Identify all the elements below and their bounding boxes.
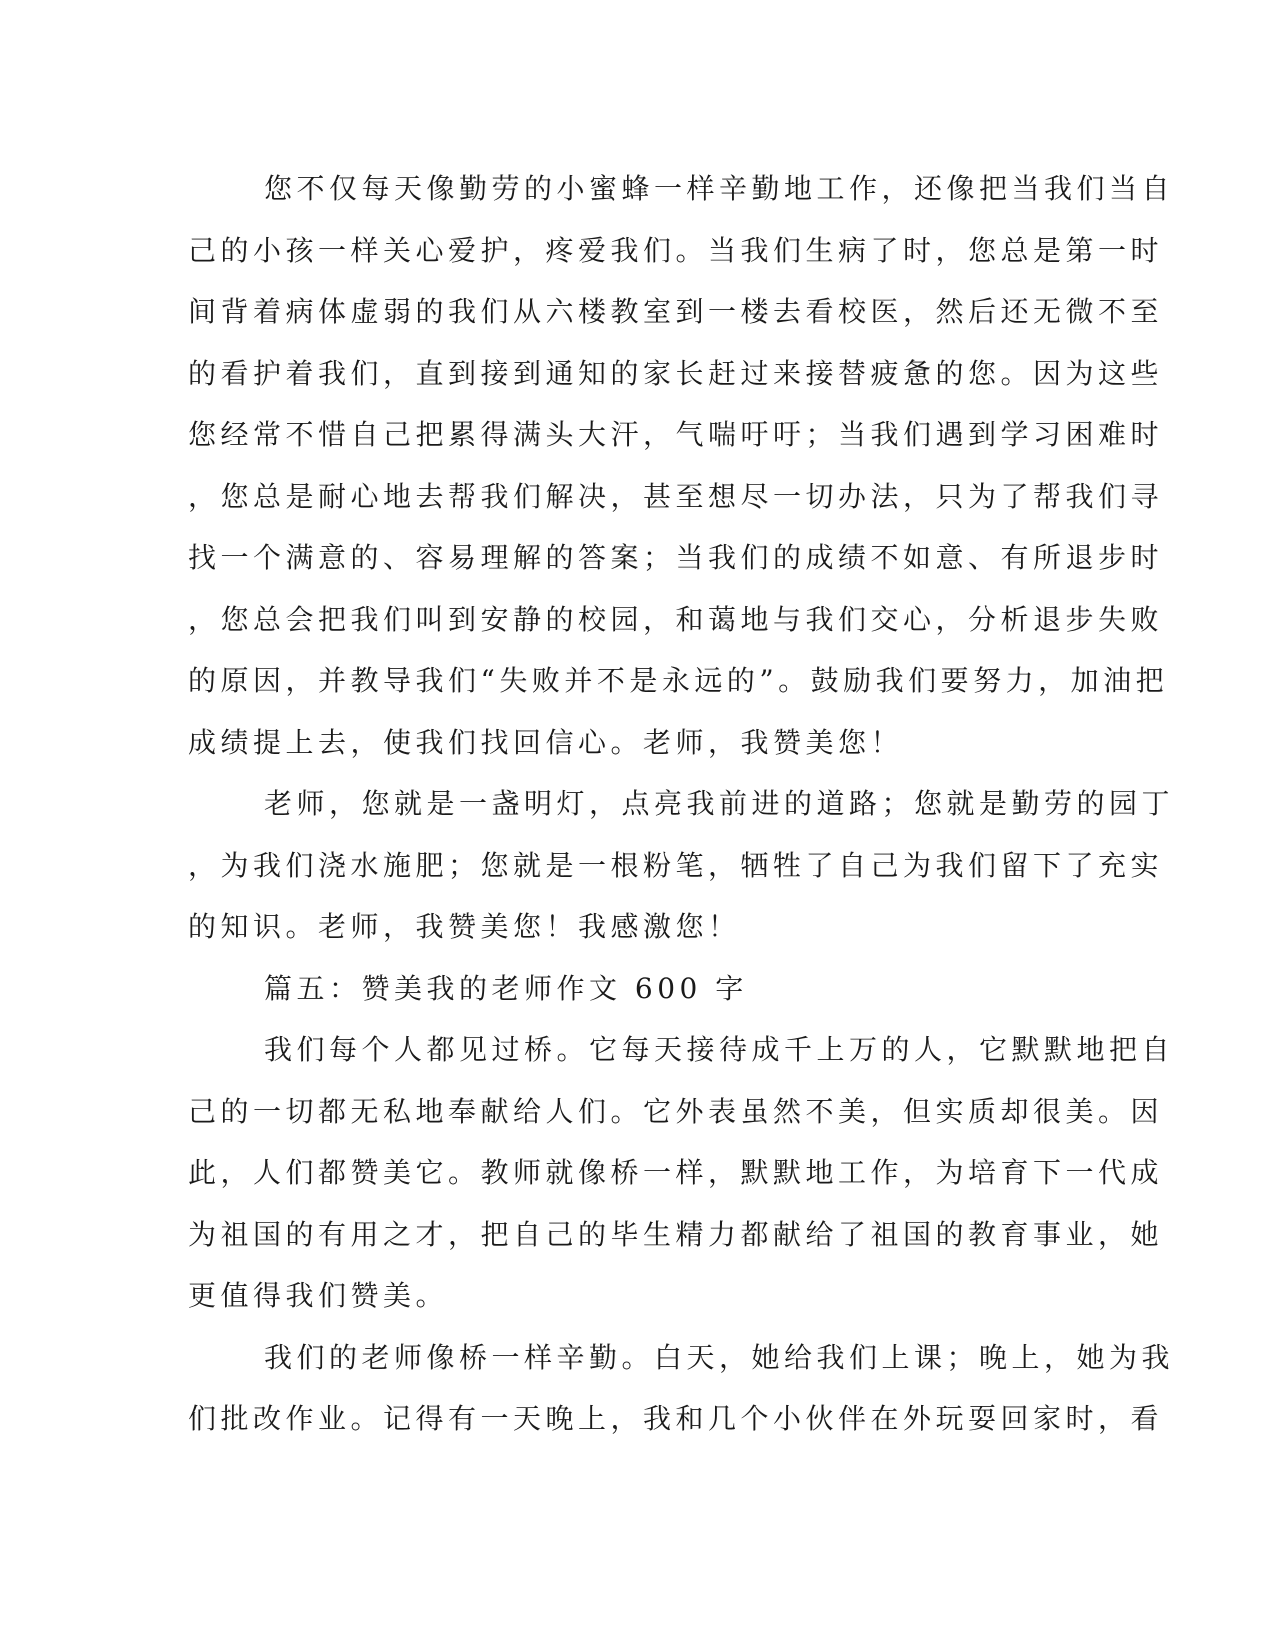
text-line: 己的小孩一样关心爱护，疼爱我们。当我们生病了时，您总是第一时 (188, 233, 1164, 267)
text-line: 成绩提上去，使我们找回信心。老师，我赞美您！ (188, 725, 904, 759)
text-line: 我们每个人都见过桥。它每天接待成千上万的人，它默默地把自 (264, 1033, 1175, 1066)
text-line: 此，人们都赞美它。教师就像桥一样，默默地工作，为培育下一代成 (188, 1156, 1164, 1189)
text-line: ，为我们浇水施肥；您就是一根粉笔，牺牲了自己为我们留下了充实 (188, 848, 1164, 882)
text-line: 我们的老师像桥一样辛勤。白天，她给我们上课；晚上，她为我 (264, 1340, 1175, 1374)
section-heading: 篇五：赞美我的老师作文 600 字 (264, 971, 748, 1005)
text-line: ，您总会把我们叫到安静的校园，和蔼地与我们交心，分析退步失败 (188, 602, 1164, 636)
text-line: 为祖国的有用之才，把自己的毕生精力都献给了祖国的教育事业，她 (188, 1217, 1164, 1251)
text-line: 们批改作业。记得有一天晚上，我和几个小伙伴在外玩耍回家时，看 (188, 1402, 1164, 1435)
text-line: 您不仅每天像勤劳的小蜜蜂一样辛勤地工作，还像把当我们当自 (264, 172, 1175, 205)
essay-body (188, 158, 1175, 1450)
text-line: 己的一切都无私地奉献给人们。它外表虽然不美，但实质却很美。因 (188, 1094, 1164, 1128)
text-line: 的看护着我们，直到接到通知的家长赶过来接替疲惫的您。因为这些 (188, 356, 1164, 390)
text-line: 的知识。老师，我赞美您！我感激您！ (188, 910, 741, 943)
text-line: 找一个满意的、容易理解的答案；当我们的成绩不如意、有所退步时 (188, 541, 1164, 574)
text-line: 更值得我们赞美。 (188, 1279, 449, 1312)
text-line: 老师，您就是一盏明灯，点亮我前进的道路；您就是勤劳的园丁 (264, 787, 1175, 820)
text-line: 您经常不惜自己把累得满头大汗，气喘吁吁；当我们遇到学习困难时 (188, 418, 1164, 451)
text-line: 的原因，并教导我们“失败并不是永远的”。鼓励我们要努力，加油把 (188, 664, 1169, 697)
text-line: 间背着病体虚弱的我们从六楼教室到一楼去看校医，然后还无微不至 (188, 295, 1164, 328)
text-line: ，您总是耐心地去帮我们解决，甚至想尽一切办法，只为了帮我们寻 (188, 479, 1164, 513)
